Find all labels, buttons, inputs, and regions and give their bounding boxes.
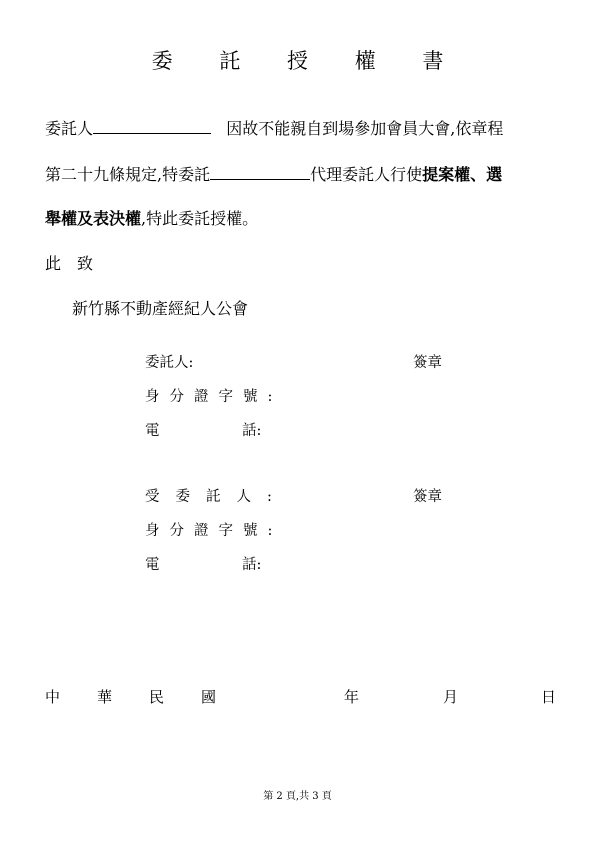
delegator-name-blank[interactable] [93, 119, 211, 134]
date-era-char-1: 中 [45, 688, 61, 706]
body-line-1-text: 因故不能親自到場參加會員大會,依章程 [226, 119, 504, 138]
delegator-label: 委託人 [45, 119, 94, 138]
body-line-3 [45, 206, 258, 229]
page-number-footer: 第 2 頁,共 3 頁 [263, 791, 332, 802]
document-title: 委 託 授 權 書 [151, 49, 464, 73]
delegator-sign-label: 簽章 [413, 355, 442, 371]
body-line-3-suffix: ,特此委託授權。 [141, 209, 259, 228]
date-year-label: 年 [344, 688, 360, 706]
date-day-label: 日 [541, 688, 557, 706]
delegatee-phone-label-a: 電 [145, 557, 160, 573]
recipient: 新竹縣不動產經紀人公會 [72, 299, 249, 318]
delegator-phone-label-b: 話: [242, 423, 262, 439]
body-line-3-bold: 舉權及表決權 [45, 209, 142, 228]
date-era-char-2: 華 [97, 688, 113, 706]
salutation: 此 致 [45, 254, 94, 273]
delegatee-name-blank[interactable] [210, 165, 310, 180]
body-line-2-bold: 提案權、選 [422, 165, 503, 184]
delegator-id-label: 身分證字號: [145, 389, 283, 405]
date-line [45, 686, 555, 706]
delegatee-phone-label-b: 話: [242, 557, 262, 573]
delegatee-name-label: 受委託人: [145, 489, 288, 505]
date-era-char-3: 民 [149, 688, 165, 706]
body-line-1 [45, 116, 503, 139]
delegator-name-label: 委託人: [145, 355, 194, 371]
body-line-2-mid: 代理委託人行使 [310, 165, 423, 184]
delegator-phone-label-a: 電 [145, 423, 160, 439]
body-line-2-prefix: 第二十九條規定,特委託 [45, 165, 211, 184]
date-era-char-4: 國 [201, 688, 217, 706]
delegatee-id-label: 身分證字號: [145, 523, 283, 539]
date-month-label: 月 [443, 688, 459, 706]
delegatee-sign-label: 簽章 [413, 489, 442, 505]
body-line-2 [45, 162, 502, 185]
